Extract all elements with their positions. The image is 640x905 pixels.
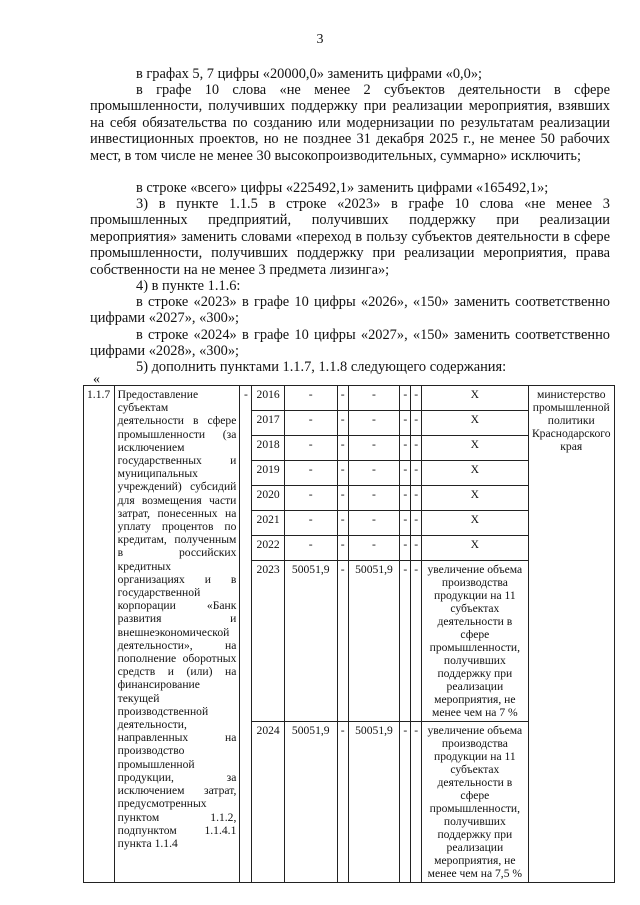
dash-cell: - <box>240 386 252 883</box>
table-row <box>84 386 615 411</box>
value-cell: - <box>284 486 337 511</box>
year-cell: 2021 <box>252 511 284 536</box>
value-cell: - <box>411 436 422 461</box>
value-cell: - <box>400 486 411 511</box>
value-cell: - <box>348 461 400 486</box>
opening-quote-mark: « <box>93 372 100 387</box>
value-cell: - <box>337 436 348 461</box>
value-cell: - <box>348 411 400 436</box>
page-number: 3 <box>316 32 324 47</box>
value-cell: - <box>400 722 411 883</box>
paragraph: в строке «всего» цифры «225492,1» заменить цифрами «165492,1»; <box>136 180 549 196</box>
result-cell: увеличение объема производства продукции на 11 субъектах деятельности в сфере промышленности, получивших поддержку при реализации мероприятия, не менее чем на 7,5 % <box>422 722 528 883</box>
paragraph: в строке «2023» в графе 10 цифры «2026», «150» заменить соответственно цифрами «2027», «300»; <box>90 294 610 327</box>
value-cell: - <box>284 436 337 461</box>
year-cell: 2019 <box>252 461 284 486</box>
result-cell: увеличение объема производства продукции на 11 субъектах деятельности в сфере промышленности, получивших поддержку при реализации мероприятия, не менее чем на 7 % <box>422 561 528 722</box>
amendment-table <box>83 385 615 883</box>
value-cell: - <box>337 386 348 411</box>
value-cell: - <box>411 561 422 722</box>
value-cell: - <box>337 461 348 486</box>
paragraph: 5) дополнить пунктами 1.1.7, 1.1.8 следующего содержания: <box>136 359 507 375</box>
value-cell: - <box>400 386 411 411</box>
value-cell: - <box>400 561 411 722</box>
year-cell: 2020 <box>252 486 284 511</box>
value-cell: - <box>411 411 422 436</box>
value-cell: - <box>348 386 400 411</box>
year-cell: 2018 <box>252 436 284 461</box>
value-cell: - <box>411 461 422 486</box>
result-cell: X <box>422 486 528 511</box>
value-cell: - <box>411 386 422 411</box>
value-cell: - <box>400 461 411 486</box>
value-cell: - <box>400 511 411 536</box>
paragraph: в графах 5, 7 цифры «20000,0» заменить цифрами «0,0»; <box>136 66 483 82</box>
value-cell: - <box>337 511 348 536</box>
value-cell: 50051,9 <box>348 722 400 883</box>
value-cell: - <box>348 536 400 561</box>
result-cell: X <box>422 436 528 461</box>
result-cell: X <box>422 536 528 561</box>
year-cell: 2024 <box>252 722 284 883</box>
result-cell: X <box>422 461 528 486</box>
result-cell: X <box>422 511 528 536</box>
value-cell: - <box>400 536 411 561</box>
item-number: 1.1.7 <box>84 386 115 883</box>
value-cell: - <box>284 461 337 486</box>
year-cell: 2016 <box>252 386 284 411</box>
value-cell: - <box>337 536 348 561</box>
value-cell: - <box>348 511 400 536</box>
value-cell: - <box>284 386 337 411</box>
value-cell: - <box>400 411 411 436</box>
value-cell: - <box>400 436 411 461</box>
value-cell: - <box>284 536 337 561</box>
value-cell: - <box>284 511 337 536</box>
value-cell: - <box>337 486 348 511</box>
value-cell: - <box>348 486 400 511</box>
value-cell: - <box>411 536 422 561</box>
paragraph: 3) в пункте 1.1.5 в строке «2023» в графе 10 слова «не менее 3 промышленных предприятий, получивших поддержку при реализации мероприятия» заменить словами «переход в пользу субъектов деятельности в сфере промышленности, получивших поддержку при реализации мероприятия, права собственности на не менее 3 предмета лизинга»; <box>90 196 610 278</box>
value-cell: - <box>411 722 422 883</box>
item-name: Предоставление субъектам деятельности в сфере промышленности (за исключением государственных и муниципальных учреждений) субсидий для возмещения части затрат, понесенных на уплату процентов по кредитам, полученным в российских кредитных организациях и в государственной корпорации «Банк развития и внешнеэкономической деятельности», на пополнение оборотных средств и (или) на финансирование текущей производственной деятельности, направленных на производство промышленной продукции, за исключением затрат, предусмотренных пунктом 1.1.2, подпунктом 1.1.4.1 пункта 1.1.4 <box>114 386 240 883</box>
result-cell: X <box>422 386 528 411</box>
year-cell: 2017 <box>252 411 284 436</box>
value-cell: 50051,9 <box>348 561 400 722</box>
value-cell: - <box>284 411 337 436</box>
value-cell: - <box>411 511 422 536</box>
paragraph: 4) в пункте 1.1.6: <box>136 278 241 294</box>
value-cell: 50051,9 <box>284 561 337 722</box>
executor-cell: министерство промышленной политики Краснодарского края <box>528 386 615 883</box>
value-cell: - <box>348 436 400 461</box>
year-cell: 2023 <box>252 561 284 722</box>
paragraph: в графе 10 слова «не менее 2 субъектов деятельности в сфере промышленности, получивших поддержку при реализации мероприятия, взявших на себя обязательства по созданию или модернизации по результатам реализации инвестиционных проектов, но не позднее 31 декабря 2025 г., не менее 50 рабочих мест, в том числе не менее 30 высокопроизводительных, суммарно» исключить; <box>90 82 610 164</box>
value-cell: - <box>337 722 348 883</box>
value-cell: 50051,9 <box>284 722 337 883</box>
result-cell: X <box>422 411 528 436</box>
value-cell: - <box>337 411 348 436</box>
year-cell: 2022 <box>252 536 284 561</box>
value-cell: - <box>337 561 348 722</box>
value-cell: - <box>411 486 422 511</box>
paragraph: в строке «2024» в графе 10 цифры «2027», «150» заменить соответственно цифрами «2028», «300»; <box>90 327 610 360</box>
